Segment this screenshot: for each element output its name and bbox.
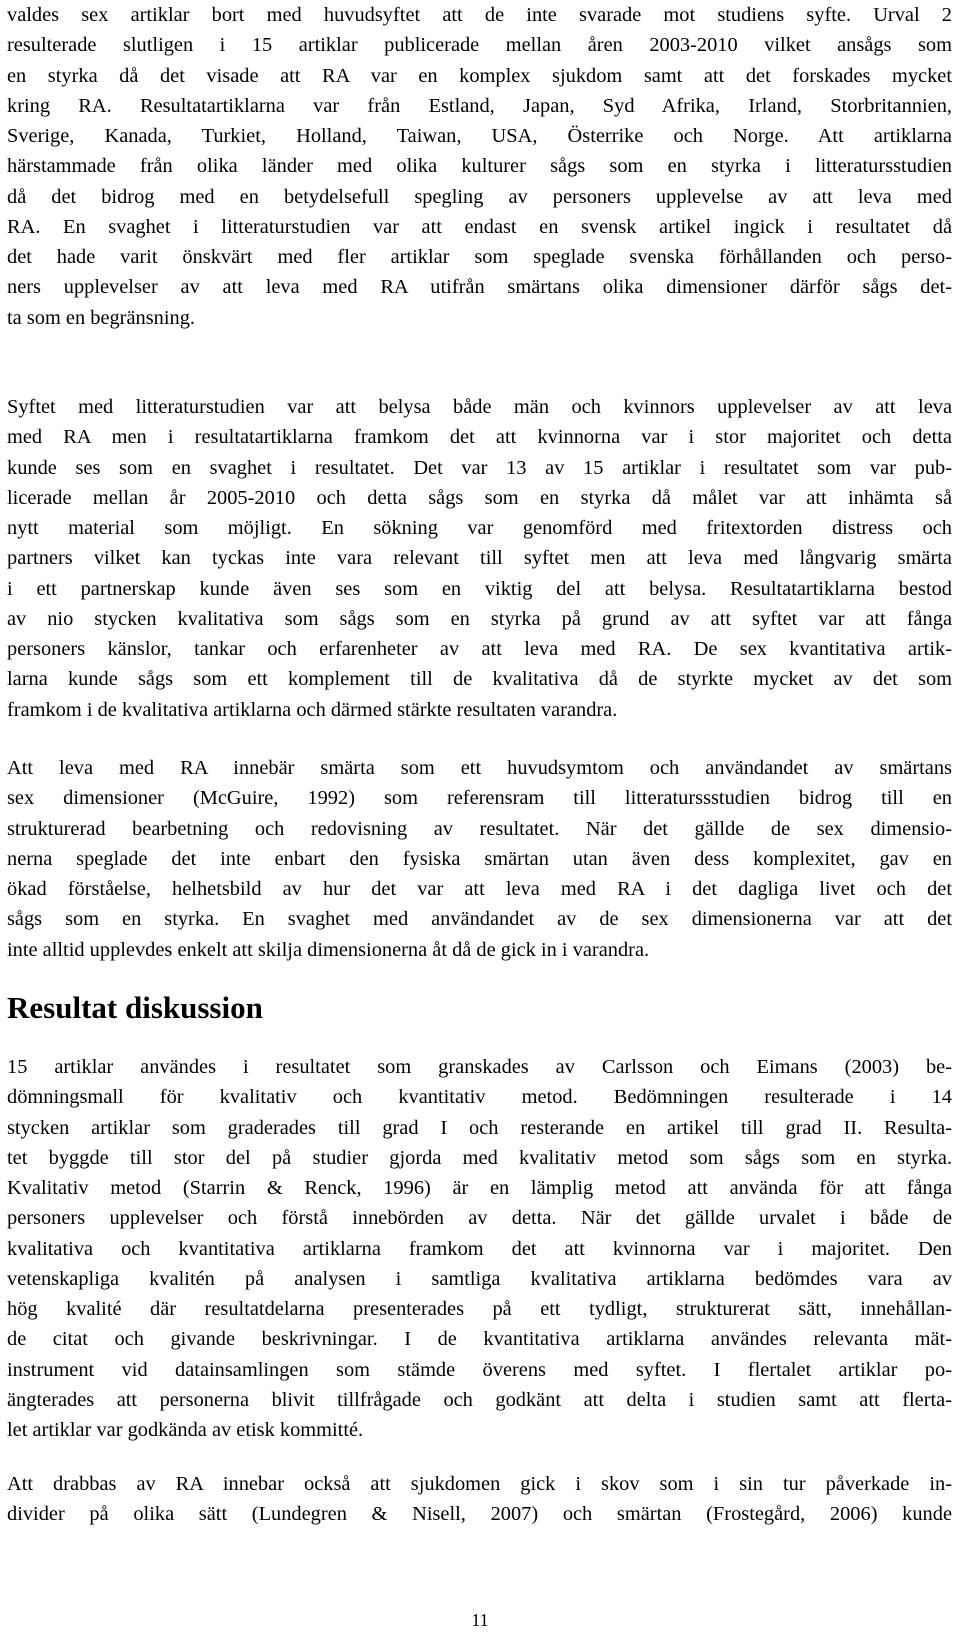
text-line: Kvalitativ metod (Starrin & Renck, 1996) är en lämplig metod att använda för att fånga xyxy=(7,1177,952,1199)
text-line: ökad förståelse, helhetsbild av hur det var att leva med RA i det dagliga livet och det xyxy=(7,878,952,900)
section-heading: Resultat diskussion xyxy=(7,990,263,1025)
text-line: en styrka då det visade att RA var en komplex sjukdom samt att det forskades mycket xyxy=(7,64,952,87)
text-line: RA. En svaghet i litteraturstudien var att endast en svensk artikel ingick i resultatet då xyxy=(7,215,952,238)
text-line: kunde ses som en svaghet i resultatet. Det var 13 av 15 artiklar i resultatet som var pub- xyxy=(7,456,952,479)
text-line: Att leva med RA innebär smärta som ett huvudsymtom och användandet av smärtans xyxy=(7,757,952,779)
text-line: strukturerad bearbetning och redovisning av resultatet. När det gällde de sex dimensio- xyxy=(7,817,952,840)
paragraph-urval xyxy=(7,0,952,333)
text-line: Att drabbas av RA innebar också att sjukdomen gick i skov som i sin tur påverkade in- xyxy=(7,1473,952,1495)
text-line: divider på olika sätt (Lundegren & Nisell, 2007) och smärtan (Frostegård, 2006) kunde xyxy=(7,1503,952,1526)
text-line: Syftet med litteraturstudien var att belysa både män och kvinnors upplevelser av att leva xyxy=(7,396,952,418)
text-line: valdes sex artiklar bort med huvudsyftet att de inte svarade mot studiens syfte. Urval 2 xyxy=(7,4,952,26)
text-line: vetenskapliga kvalitén på analysen i samtliga kvalitativa artiklarna bedömdes vara av xyxy=(7,1267,952,1290)
page-number: 11 xyxy=(471,1610,489,1630)
paragraph-resultat-granskning xyxy=(7,1052,952,1445)
text-line: framkom i de kvalitativa artiklarna och därmed stärkte resultaten varandra. xyxy=(7,698,618,721)
text-line: sex dimensioner (McGuire, 1992) som referensram till litteraturssstudien bidrog till en xyxy=(7,787,952,810)
text-line: ta som en begränsning. xyxy=(7,306,196,329)
text-line: dömningsmall för kvalitativ och kvantitativ metod. Bedömningen resulterade i 14 xyxy=(7,1086,952,1109)
paragraph-smartans-dimensioner xyxy=(7,753,952,965)
text-line: härstammade från olika länder med olika kulturer sågs som en styrka i litteratursstudien xyxy=(7,155,952,178)
text-line: 15 artiklar användes i resultatet som granskades av Carlsson och Eimans (2003) be- xyxy=(7,1056,952,1078)
text-line: med RA men i resultatartiklarna framkom det att kvinnorna var i stor majoritet och detta xyxy=(7,426,952,449)
text-line: Sverige, Kanada, Turkiet, Holland, Taiwan, USA, Österrike och Norge. Att artiklarna xyxy=(7,125,952,147)
text-line: let artiklar var godkända av etisk kommitté. xyxy=(7,1419,364,1441)
text-line: de citat och givande beskrivningar. I de kvantitativa artiklarna användes relevanta mät- xyxy=(7,1328,952,1351)
text-line: personers upplevelser och förstå innebörden av detta. När det gällde urvalet i både de xyxy=(7,1207,952,1230)
text-line: hög kvalité där resultatdelarna presenterades på ett tydligt, strukturerat sätt, innehållan- xyxy=(7,1298,952,1320)
text-line: det hade varit önskvärt med fler artiklar som speglade svenska förhållanden och perso- xyxy=(7,246,952,268)
text-line: sågs som en styrka. En svaghet med användandet av de sex dimensionerna var att det xyxy=(7,908,952,931)
text-line: resulterade slutligen i 15 artiklar publicerade mellan åren 2003-2010 vilket ansågs som xyxy=(7,34,952,57)
paragraph-syftet xyxy=(7,392,952,725)
text-line: nerna speglade det inte enbart den fysiska smärtan utan även dess komplexitet, gav en xyxy=(7,847,952,870)
text-line: ners upplevelser av att leva med RA utifrån smärtans olika dimensioner därför sågs det- xyxy=(7,276,952,299)
paragraph-skov xyxy=(7,1469,952,1530)
text-line: larna kunde sågs som ett komplement till de kvalitativa då de styrkte mycket av det som xyxy=(7,668,952,691)
text-line: i ett partnerskap kunde även ses som en viktig del att belysa. Resultatartiklarna bestod xyxy=(7,577,952,600)
text-line: licerade mellan år 2005-2010 och detta sågs som en styrka då målet var att inhämta så xyxy=(7,486,952,509)
text-line: kring RA. Resultatartiklarna var från Estland, Japan, Syd Afrika, Irland, Storbritannien, xyxy=(7,94,952,117)
text-line: nytt material som möjligt. En sökning var genomförd med fritextorden distress och xyxy=(7,517,952,539)
text-line: inte alltid upplevdes enkelt att skilja dimensionerna åt då de gick in i varandra. xyxy=(7,938,650,961)
text-line: instrument vid datainsamlingen som stämde överens med syftet. I flertalet artiklar po- xyxy=(7,1358,952,1381)
text-line: personers känslor, tankar och erfarenheter av att leva med RA. De sex kvantitativa artik- xyxy=(7,638,952,660)
text-line: då det bidrog med en betydelsefull spegling av personers upplevelse av att leva med xyxy=(7,185,952,208)
text-line: tet byggde till stor del på studier gjorda med kvalitativ metod som sågs som en styrka. xyxy=(7,1146,952,1169)
text-line: kvalitativa och kvantitativa artiklarna framkom det att kvinnorna var i majoritet. Den xyxy=(7,1237,952,1260)
text-line: partners vilket kan tyckas inte vara relevant till syftet men att leva med långvarig smärta xyxy=(7,547,952,570)
text-line: stycken artiklar som graderades till grad I och resterande en artikel till grad II. Resulta- xyxy=(7,1116,952,1139)
text-line: av nio stycken kvalitativa som sågs som en styrka på grund av att syftet var att fånga xyxy=(7,607,952,630)
text-line: ängterades att personerna blivit tillfrågade och godkänt att delta i studien samt att flerta- xyxy=(7,1388,952,1411)
